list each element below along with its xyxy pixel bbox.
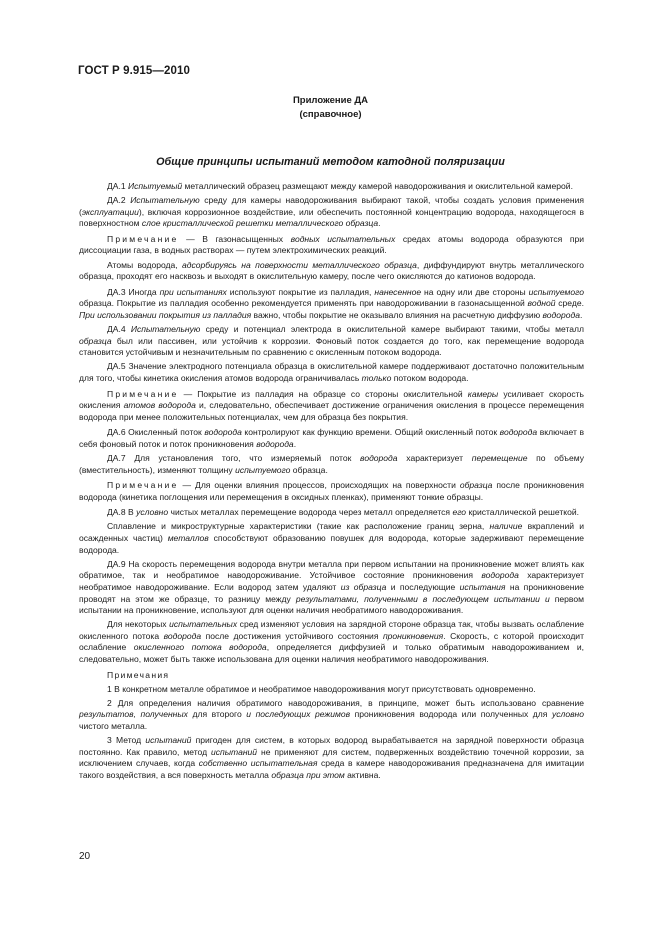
text-run: 1 В конкретном металле обратимое и необратимое наводороживания могут присутствовать одновременно. [107, 683, 536, 694]
italic-run: металлов [167, 533, 209, 544]
italic-run: водорода [360, 452, 398, 463]
italic-run: образца [459, 480, 493, 491]
text-run: ДА.5 Значение электродного потенциала образца в окислительной камере поддерживают достаточно положительным для того, чтобы кинетика окисления атомов водорода ограничивалась [79, 361, 584, 383]
text-run: Для некоторых [107, 619, 170, 630]
text-run: Примечание [107, 388, 179, 399]
paragraph-da8 [79, 507, 584, 519]
text-run: чистого металла. [79, 720, 148, 731]
paragraph-da5 [79, 361, 584, 384]
text-run: Атомы водорода, [107, 259, 183, 270]
text-run: Примечание [107, 233, 179, 244]
text-run: после достижения устойчивого состояния [201, 630, 383, 641]
italic-run: окисленного потока водорода [133, 642, 267, 653]
italic-run: образца при этом [271, 769, 345, 780]
italic-run: нанесенное [374, 286, 422, 297]
note-paragraph [79, 389, 584, 424]
text-run: проникновения водорода или полученных для [350, 709, 552, 720]
text-run: используют покрытие из палладия, [226, 286, 375, 297]
text-run: Примечания [107, 669, 170, 680]
text-run: характеризует [397, 452, 472, 463]
note-paragraph [79, 234, 584, 257]
text-run: ДА.7 Для установления того, что измеряемый поток [107, 452, 361, 463]
appendix-label: Приложение ДА [292, 95, 369, 106]
text-run: 3 Метод [107, 735, 146, 746]
text-run: ДА.2 [107, 195, 131, 206]
italic-run: его [452, 507, 467, 518]
paragraph-da6 [79, 427, 584, 450]
paragraph-da1 [79, 181, 584, 193]
text-run: для второго [187, 709, 247, 720]
italic-run: водорода [256, 438, 294, 449]
paragraph-text [79, 619, 584, 665]
italic-run: Испытательную [130, 195, 200, 206]
text-run: средах атомы водорода образуются при диссоциации газа, в водных растворах — путем электрохимических реакций. [79, 233, 584, 256]
paragraph-da7 [79, 453, 584, 476]
text-run: вкраплений и осажденных частиц) [79, 521, 584, 544]
text-run: — Покрытие из палладия на образце со стороны окислительной [178, 388, 468, 399]
text-run: среде. [555, 298, 584, 309]
italic-run: водной [527, 298, 556, 309]
text-run: среду для камеры наводороживания выбирают такой, чтобы создать условия применения ( [79, 195, 585, 217]
text-run: кристаллической решеткой. [466, 507, 580, 518]
text-run: на проникновение проводят на этом же образце, то разницу между [79, 581, 584, 604]
text-run: , определяется диффузией и только обратимым наводороживанием и, следовательно, может быть также использована для оценки наличия необратимого наводороживания. [79, 642, 584, 664]
italic-run: слое кристаллической решетки металлического образца [141, 218, 379, 229]
italic-run: камеры [467, 388, 499, 399]
text-run: , диффундируют внутрь металлического образца, проходят его насквозь и выходят в окислительную камеру, после чего окисляются до катионов водорода. [79, 259, 584, 282]
text-run: Примечание [107, 480, 179, 491]
appendix-kind: (справочное) [299, 109, 362, 120]
italic-run: водорода [499, 427, 538, 438]
italic-run: водорода [481, 570, 519, 581]
note-paragraph [79, 480, 584, 503]
note-item-1 [79, 684, 584, 696]
italic-run: и последующих режимов [246, 709, 351, 720]
italic-run: водных испытательных [290, 233, 396, 244]
italic-run: собственно испытательная [198, 758, 318, 769]
italic-run: атомов водорода [123, 400, 196, 411]
italic-run: только [361, 372, 392, 383]
document-body [79, 181, 584, 784]
italic-run: адсорбируясь на поверхности металлического образца [182, 259, 417, 270]
paragraph-da3 [79, 287, 584, 322]
text-run: образца. [290, 464, 328, 475]
text-run: контролируют как функцию времени. Общий окисленный поток [241, 427, 500, 438]
italic-run: перемещение [471, 452, 528, 463]
italic-run: наличие [489, 521, 523, 532]
paragraph-text [79, 260, 584, 283]
paragraph-da4 [79, 324, 584, 359]
paragraph-da9 [79, 559, 584, 617]
text-run: способствуют образованию повушек для водорода, которые задерживают перемещение водорода. [79, 533, 584, 555]
italic-run: результатами, полученными в последующем испытании и [295, 593, 550, 604]
italic-run: испытательных [169, 619, 238, 630]
text-run: ДА.4 [107, 324, 131, 335]
text-run: среда в камере наводороживания предназначена для имитации такого воздействия, а вся поверхность металла [79, 758, 584, 780]
italic-run: водорода [163, 630, 202, 641]
italic-run: испытуемого [528, 286, 584, 297]
text-run: ДА.1 [107, 181, 128, 191]
italic-run: Испытуемый [128, 181, 183, 191]
section-title: Общие принципы испытаний методом катодной поляризации [156, 156, 505, 168]
italic-run: условно [136, 507, 169, 518]
italic-run: испытания [459, 581, 506, 592]
text-run: чистых металлах перемещение водорода через металл определяется [168, 507, 453, 518]
italic-run: испытаний [211, 746, 258, 757]
text-run: ), включая коррозионное воздействие, или обеспечить постоянной концентрацию водорода, находящегося в поверхностном [79, 206, 584, 229]
text-run: 2 Для определения наличия обратимого наводороживания, в принципе, может быть использовано сравнение [107, 697, 584, 708]
notes-heading [79, 670, 584, 682]
italic-run: условно [551, 709, 584, 720]
italic-run: эксплуатации [81, 206, 139, 217]
text-run: после проникновения водорода (кинетика поглощения или перемещения в оксидных пленках), применяют тонкие образцы. [79, 480, 584, 502]
note-item-3 [79, 735, 584, 781]
italic-run: водорода [542, 309, 580, 320]
text-run: был или пассивен, или устойчив к коррозии. Фоновый поток создается до того, как перемещение водорода становится устойчивым и незначительным по сравнению с окисленным потоком водорода. [79, 335, 584, 358]
text-run: . Скорость, с которой происходит ослабление [79, 630, 584, 653]
text-run: ДА.6 Окисленный поток [107, 427, 205, 438]
italic-run: результатов, полученных [79, 709, 188, 720]
italic-run: проникновения [382, 630, 444, 641]
note-item-2 [79, 698, 584, 733]
text-run: на одну или две стороны [421, 286, 529, 297]
italic-run: водорода [204, 427, 242, 438]
text-run: включает в себя фоновый поток и поток проникновения [79, 427, 585, 449]
paragraph-da2 [79, 195, 584, 230]
text-run: — В газонасыщенных [178, 233, 291, 244]
text-run: характеризует необратимое наводороживание. Если водород затем удаляют [79, 570, 584, 592]
text-run: ДА.3 Иногда [107, 286, 160, 297]
text-run: среду и потенциал электрода в окислительной камере выбирают такими, чтобы металл [200, 324, 585, 335]
text-run: по объему (вместительность), изменяют толщину [79, 452, 584, 475]
text-run: не применяют для систем, подверженных воздействию точечной коррозии, за исключением случаев, когда [79, 746, 584, 769]
text-run: ДА.8 В [107, 507, 137, 518]
text-run: важно, чтобы покрытие не оказывало влияния на расчетную диффузию [251, 309, 543, 320]
text-run: пригоден для систем, в которых водород вырабатывается на зарядной поверхности образца постоянно. Как правило, метод [79, 735, 584, 757]
page-number: 20 [79, 851, 91, 862]
italic-run: испытуемого [235, 464, 291, 475]
text-run: и, следовательно, обеспечивает достижение ограничения окисления в процессе перемещения водорода при менее положительных потенциалах, чем для образца без покрытия. [79, 400, 585, 422]
italic-run: испытаний [145, 735, 192, 746]
italic-run: из образца [340, 581, 387, 592]
text-run: сред изменяют условия на зарядной стороне образца так, чтобы вызвать ослабление окисленного потока [79, 619, 584, 641]
text-run: образца. Покрытие из палладия особенно рекомендуется применять при наводороживании в газонасыщенной [79, 298, 528, 309]
paragraph-text [79, 521, 584, 556]
italic-run: при испытаниях [159, 286, 227, 297]
italic-run: образца [79, 335, 112, 346]
text-run: активна. [344, 769, 381, 780]
text-run: Сплавление и микроструктурные характеристики (такие как расположение границ зерна, [107, 521, 490, 532]
text-run: ДА.9 На скорость перемещения водорода внутри металла при первом испытании на проникновение может влиять как обратимое, так и необратимое наводороживание. Устойчивое состояние проникновения [79, 558, 584, 581]
italic-run: При использовании покрытия из палладия [79, 309, 252, 320]
text-run: усиливает скорость окисления [79, 388, 585, 411]
text-run: — Для оценки влияния процессов, происходящих на поверхности [178, 480, 460, 491]
text-run: потоком водорода. [391, 372, 469, 383]
text-run: первом испытании на проникновение, используют для оценки наличия необратимого наводороживания. [79, 593, 585, 616]
text-run: и последующие [386, 581, 460, 592]
text-run: . [293, 438, 297, 449]
text-run: металлический образец размещают между камерой наводороживания и окислительной камерой. [182, 181, 573, 191]
text-run: . [580, 309, 583, 320]
italic-run: Испытательную [130, 324, 201, 335]
text-run: . [378, 218, 381, 229]
standard-header: ГОСТ Р 9.915—2010 [78, 65, 190, 77]
